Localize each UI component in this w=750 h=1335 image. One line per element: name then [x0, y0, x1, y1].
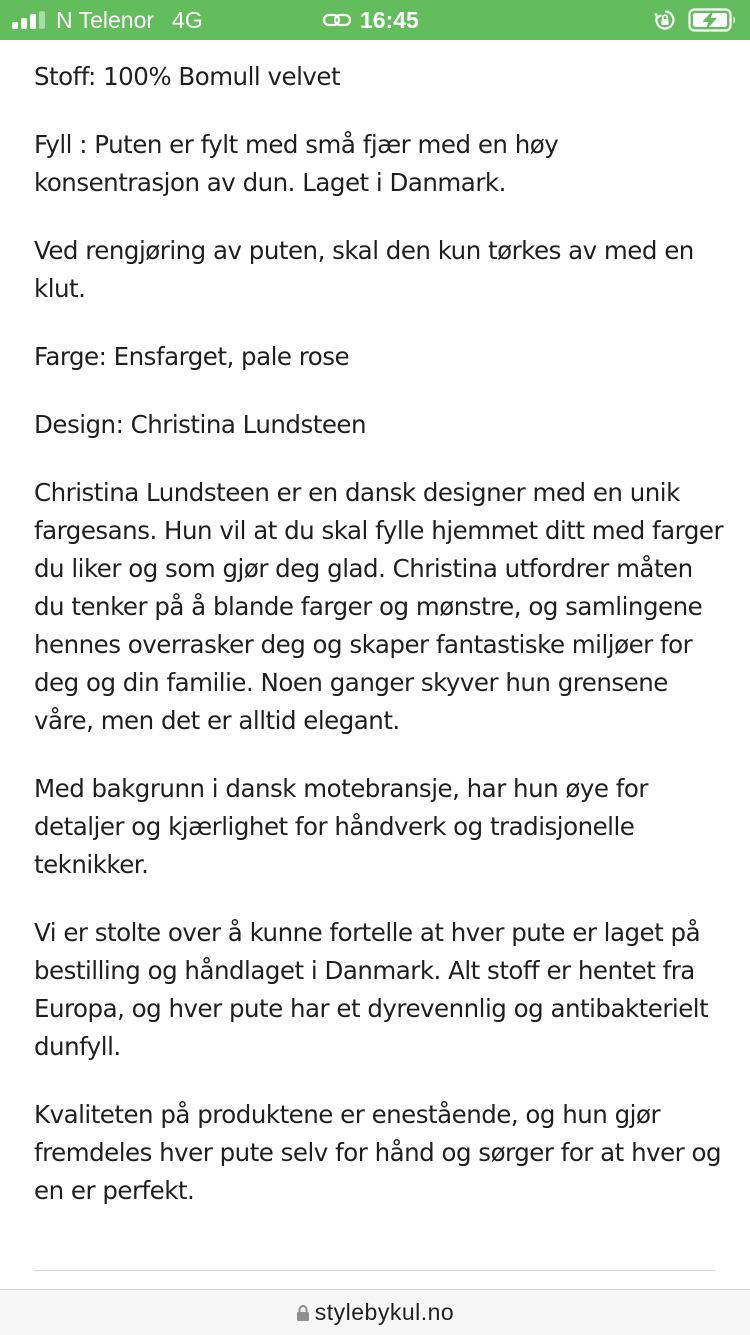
paragraph-designer-bio: Christina Lundsteen er en dansk designer med en unik fargesans. Hun vil at du skal fylle hjemmet ditt med farger du liker og som gjør deg glad. Christina utfordrer måten du tenker på å blande farger og mønstre, og samlingene hennes overrasker deg og skaper fantastiske miljøer for deg og din familie. Noen ganger skyver hun grensene våre, men det er alltid elegant.	[34, 478, 724, 735]
browser-url-bar[interactable]	[0, 1289, 750, 1335]
rotation-lock-icon	[654, 9, 676, 31]
battery-charging-icon	[688, 8, 738, 32]
paragraph-color: Farge: Ensfarget, pale rose	[34, 342, 350, 371]
content-divider	[34, 1270, 716, 1271]
article-content	[34, 58, 724, 1240]
status-bar-right	[654, 0, 738, 40]
paragraph-handmade: Vi er stolte over å kunne fortelle at hver pute er laget på bestilling og håndlaget i Danmark. Alt stoff er hentet fra Europa, og hver pute har et dyrevennlig og antibakterielt dunfyll.	[34, 918, 709, 1061]
network-type: 4G	[172, 6, 203, 33]
link-icon	[322, 11, 352, 29]
paragraph-filling: Fyll : Puten er fylt med små fjær med en høy konsentrasjon av dun. Laget i Danmark.	[34, 130, 559, 197]
url-text[interactable]: stylebykul.no	[314, 1299, 455, 1325]
paragraph-cleaning: Ved rengjøring av puten, skal den kun tørkes av med en klut.	[34, 236, 694, 303]
carrier-name: N Telenor	[56, 6, 155, 33]
clock: 16:45	[360, 6, 419, 33]
paragraph-background: Med bakgrunn i dansk motebransje, har hun øye for detaljer og kjærlighet for håndverk og tradisjonelle teknikker.	[34, 774, 648, 879]
lock-icon	[296, 1304, 310, 1322]
paragraph-fabric: Stoff: 100% Bomull velvet	[34, 62, 341, 91]
signal-icon	[12, 11, 45, 29]
status-bar-left	[12, 0, 203, 40]
paragraph-quality: Kvaliteten på produktene er enestående, og hun gjør fremdeles hver pute selv for hånd og sørger for at hver og en er perfekt.	[34, 1100, 722, 1205]
paragraph-design: Design: Christina Lundsteen	[34, 410, 367, 439]
status-bar	[0, 0, 750, 40]
status-bar-center	[322, 0, 419, 40]
